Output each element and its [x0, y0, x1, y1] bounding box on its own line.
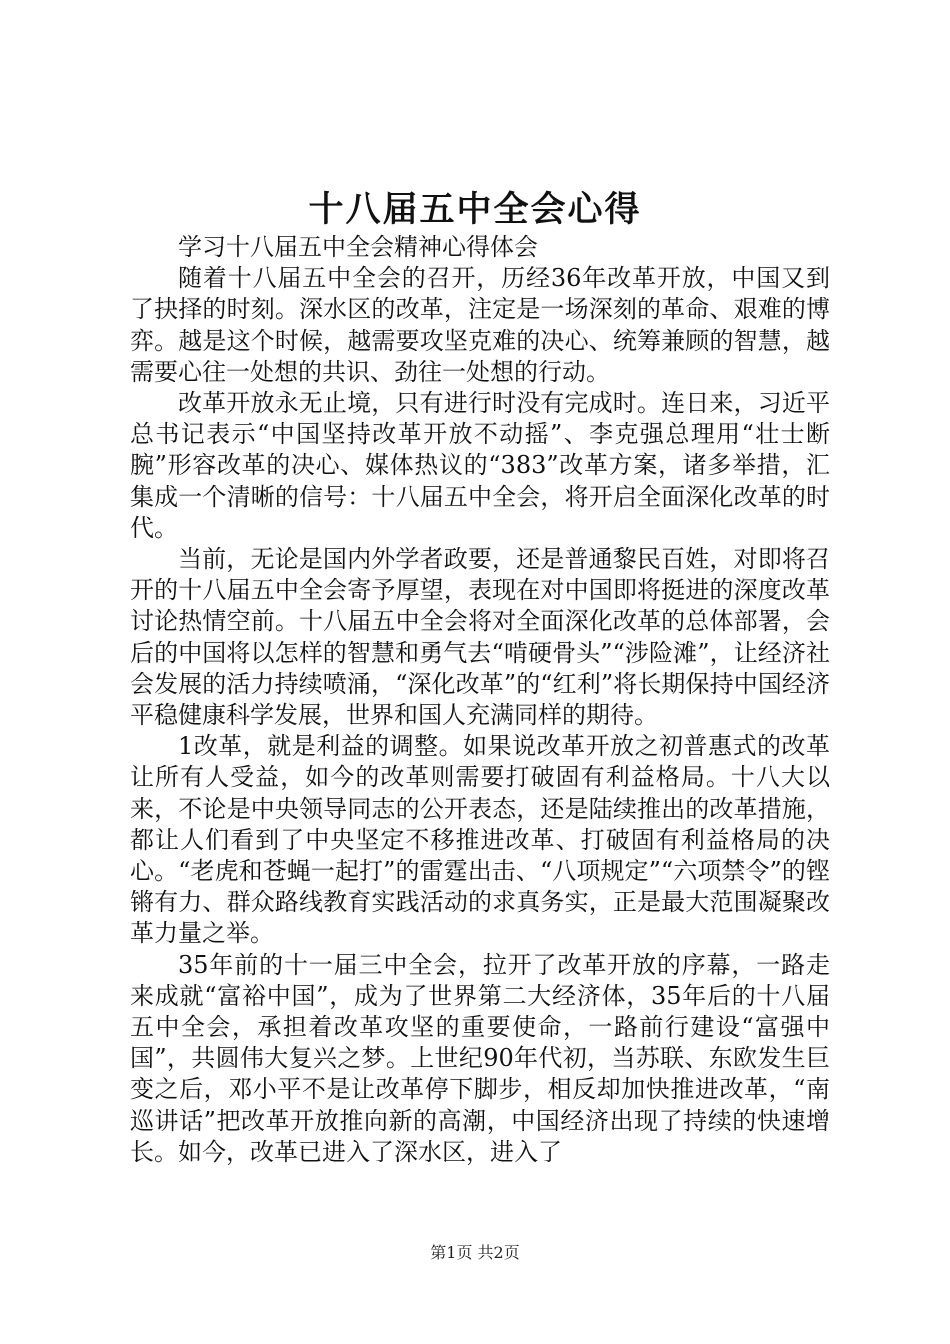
page-footer: 第1页 共2页: [430, 1243, 520, 1262]
body-paragraph: 35年前的十一届三中全会，拉开了改革开放的序幕，一路走来成就“富裕中国”，成为了世界第二大经济体，35年后的十八届五中全会，承担着改革攻坚的重要使命，一路前行建设“富强中国”，共圆伟大复兴之梦。上世纪90年代初，当苏联、东欧发生巨变之后，邓小平不是让改革停下脚步，相反却加快推进改革，“南巡讲话”把改革开放推向新的高潮，中国经济出现了持续的快速增长。如今，改革已进入了深水区，进入了: [130, 950, 830, 1166]
document-body: [130, 232, 830, 1168]
body-paragraph: 学习十八届五中全会精神心得体会: [178, 233, 538, 261]
document-title: 十八届五中全会心得: [308, 189, 642, 230]
body-paragraph: 当前，无论是国内外学者政要，还是普通黎民百姓，对即将召开的十八届五中全会寄予厚望，表现在对中国即将挺进的深度改革讨论热情空前。十八届五中全会将对全面深化改革的总体部署，会后的中国将以怎样的智慧和勇气去“啃硬骨头”“涉险滩”，让经济社会发展的活力持续喷涌，“深化改革”的“红利”将长期保持中国经济平稳健康科学发展，世界和国人充满同样的期待。: [130, 545, 830, 730]
body-paragraph: 随着十八届五中全会的召开，历经36年改革开放，中国又到了抉择的时刻。深水区的改革，注定是一场深刻的革命、艰难的博弈。越是这个时候，越需要攻坚克难的决心、统筹兼顾的智慧，越需要心往一处想的共识、劲往一处想的行动。: [130, 264, 830, 386]
body-paragraph: 改革开放永无止境，只有进行时没有完成时。连日来，习近平总书记表示“中国坚持改革开放不动摇”、李克强总理用“壮士断腕”形容改革的决心、媒体热议的“383”改革方案，诸多举措，汇集成一个清晰的信号：十八届五中全会，将开启全面深化改革的时代。: [130, 389, 830, 542]
body-paragraph: 1改革，就是利益的调整。如果说改革开放之初普惠式的改革让所有人受益，如今的改革则需要打破固有利益格局。十八大以来，不论是中央领导同志的公开表态，还是陆续推出的改革措施，都让人们看到了中央坚定不移推进改革、打破固有利益格局的决心。“老虎和苍蝇一起打”的雷霆出击、“八项规定”“六项禁令”的铿锵有力、群众路线教育实践活动的求真务实，正是最大范围凝聚改革力量之举。: [130, 732, 830, 948]
